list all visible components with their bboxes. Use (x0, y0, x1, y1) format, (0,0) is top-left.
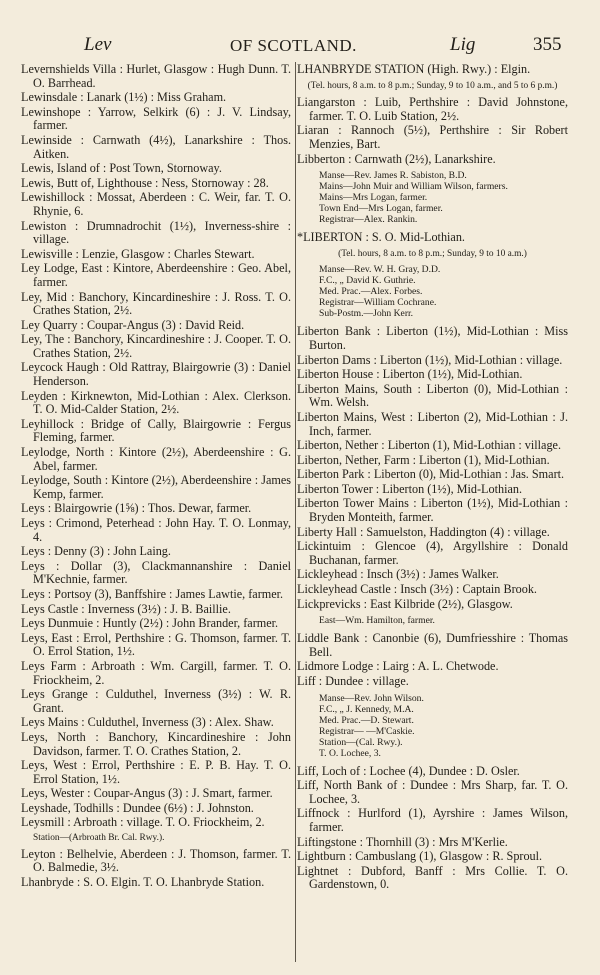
gazetteer-entry: Liberton, Nether : Liberton (1), Mid-Lothian : village. (297, 438, 561, 453)
sub-entry: Sub-Postm.—John Kerr. (319, 308, 414, 320)
gazetteer-entry: Lickprevicks : East Kilbride (2½), Glasgow. (297, 596, 513, 611)
gazetteer-entry: Leys Grange : Culduthel, Inverness (3½) : W. R. Grant. (21, 687, 291, 715)
page-number: 355 (533, 34, 562, 55)
gazetteer-entry: Leycock Haugh : Old Rattray, Blairgowrie (3) : Daniel Henderson. (21, 360, 291, 389)
gazetteer-entry: Lidmore Lodge : Lairg : A. L. Chetwode. (297, 659, 499, 674)
gazetteer-entry: Liaran : Rannoch (5½), Perthshire : Sir Robert Menzies, Bart. (297, 123, 568, 151)
gazetteer-entry: Liberty Hall : Samuelston, Haddington (4) : village. (297, 524, 550, 539)
entry-group (297, 96, 568, 166)
gazetteer-entry: Leys Dunmuie : Huntly (2½) : John Brander, farmer. (21, 616, 279, 631)
gazetteer-entry: Lewinside : Carnwath (4½), Lanarkshire : Thos. Aitken. (21, 132, 291, 161)
gazetteer-entry: Leys : Crimond, Peterhead : John Hay. T. O. Lonmay, 4. (21, 516, 291, 544)
gazetteer-entry: Liff : Dundee : village. (297, 674, 409, 688)
gazetteer-entry: Leys Castle : Inverness (3½) : J. B. Baillie. (21, 601, 231, 616)
gazetteer-entry: Lickleyhead Castle : Insch (3½) : Captain Brook. (297, 582, 537, 597)
gazetteer-entry: Lickintuim : Glencoe (4), Argyllshire : Donald Buchanan, farmer. (297, 539, 568, 567)
gazetteer-entry: Leys, West : Errol, Perthshire : E. P. B. Hay. T. O. Errol Station, 1½. (21, 758, 291, 786)
gazetteer-entry: Lewis, Butt of, Lighthouse : Ness, Stornoway : 28. (21, 175, 269, 190)
gazetteer-entry: Liberton Dams : Liberton (1½), Mid-Lothian : village. (297, 352, 563, 367)
sub-entries (319, 264, 568, 319)
sub-entry: Manse—Rev. W. H. Gray, D.D. (319, 264, 441, 276)
gazetteer-entry: Leylodge, South : Kintore (2½), Aberdeenshire : James Kemp, farmer. (21, 473, 291, 501)
gazetteer-entry: Liddle Bank : Canonbie (6), Dumfriesshire : Thomas Bell. (297, 631, 568, 659)
gazetteer-entry: Leyton : Belhelvie, Aberdeen : J. Thomson, farmer. T. O. Balmedie, 3½. (21, 846, 291, 875)
gazetteer-entry: Leys, North : Banchory, Kincardineshire : John Davidson, farmer. T. O. Crathes Station, 2. (21, 729, 291, 758)
gazetteer-entry: Lhanbryde : S. O. Elgin. T. O. Lhanbryde Station. (21, 874, 265, 889)
running-head-title: OF SCOTLAND. (230, 36, 357, 55)
gazetteer-entry: Liftingstone : Thornhill (3) : Mrs M'Kerlie. (297, 834, 508, 849)
gazetteer-entry: Liberton, Nether, Farm : Liberton (1), Mid-Lothian. (297, 452, 550, 467)
gazetteer-entry: Leysmill : Arbroath : village. T. O. Friockheim, 2. (21, 815, 265, 830)
gazetteer-entry: Leys Farm : Arbroath : Wm. Cargill, farmer. T. O. Friockheim, 2. (21, 658, 291, 687)
telegraph-hours-note: (Tel. hours, 8 a.m. to 8 p.m.; Sunday, 9 to 10 a.m.) (338, 248, 527, 259)
gazetteer-entry: Liberton Tower : Liberton (1½), Mid-Lothian. (297, 481, 523, 496)
gazetteer-entry: Lewis, Island of : Post Town, Stornoway. (21, 161, 222, 176)
sub-entries (319, 170, 568, 225)
entry-group (297, 325, 568, 611)
page-header (22, 34, 567, 56)
gazetteer-entry: Liberton Mains, South : Liberton (0), Mid-Lothian : Wm. Welsh. (297, 381, 568, 410)
gazetteer-entry: Levernshields Villa : Hurlet, Glasgow : Hugh Dunn. T. O. Barrhead. (21, 62, 291, 90)
entry-group (297, 765, 568, 892)
gazetteer-entry: Liberton Park : Liberton (0), Mid-Lothian : Jas. Smart. (297, 467, 565, 482)
gazetteer-entry: Leyshade, Todhills : Dundee (6½) : J. Johnston. (21, 800, 254, 815)
gazetteer-entry: Leys, East : Errol, Perthshire : G. Thomson, farmer. T. O. Errol Station, 1½. (21, 630, 291, 659)
gazetteer-entry: Ley, Mid : Banchory, Kincardineshire : J. Ross. T. O. Crathes Station, 2½. (21, 289, 291, 318)
sub-entry: Registrar—Alex. Rankin. (319, 214, 418, 226)
station-entry: LHANBRYDE STATION (High. Rwy.) : Elgin. (297, 62, 531, 76)
sub-entry: F.C., „ David K. Guthrie. (319, 275, 416, 287)
gazetteer-entry: Lewinsdale : Lanark (1½) : Miss Graham. (21, 90, 227, 105)
sub-entry: Med. Prac.—D. Stewart. (319, 714, 414, 726)
gazetteer-entry: Ley, The : Banchory, Kincardineshire : J. Cooper. T. O. Crathes Station, 2½. (21, 332, 291, 360)
gazetteer-entry: Lewisville : Lenzie, Glasgow : Charles Stewart. (21, 246, 255, 261)
sub-entries (319, 615, 568, 626)
gazetteer-entry: Ley Lodge, East : Kintore, Aberdeenshire : Geo. Abel, farmer. (21, 261, 291, 289)
sub-entry: Registrar—William Cochrane. (319, 297, 437, 309)
telegraph-hours-note: (Tel. hours, 8 a.m. to 8 p.m.; Sunday, 9 to 10 a.m., and 5 to 6 p.m.) (307, 80, 558, 91)
entry-group (297, 632, 568, 688)
gazetteer-entry: Liberton Mains, West : Liberton (2), Mid-Lothian : J. Inch, farmer. (297, 409, 568, 438)
column-divider (295, 62, 296, 962)
running-head-right: Lig (450, 34, 476, 55)
gazetteer-entry: Lickleyhead : Insch (3½) : James Walker. (297, 567, 499, 582)
gazetteer-entry: Lewiston : Drumnadrochit (1½), Inverness-shire : village. (21, 218, 291, 247)
gazetteer-entry: Lewishillock : Mossat, Aberdeen : C. Weir, far. T. O. Rhynie, 6. (21, 190, 291, 218)
gazetteer-entry: Liff, Loch of : Lochee (4), Dundee : D. Osler. (297, 763, 520, 778)
right-column (297, 63, 568, 893)
gazetteer-entry: Leys : Portsoy (3), Banffshire : James Lawtie, farmer. (21, 586, 284, 601)
gazetteer-entry: Liberton Tower Mains : Liberton (1½), Mid-Lothian : Bryden Monteith, farmer. (297, 496, 568, 525)
gazetteer-entry: Leyden : Kirknewton, Mid-Lothian : Alex. Clerkson. T. O. Mid-Calder Station, 2½. (21, 388, 291, 417)
gazetteer-entry: Lewinshope : Yarrow, Selkirk (6) : J. V. Lindsay, farmer. (21, 104, 291, 133)
gazetteer-entry: Libberton : Carnwath (2½), Lanarkshire. (297, 151, 496, 166)
gazetteer-entry: Liffnock : Hurlford (1), Ayrshire : James Wilson, farmer. (297, 806, 568, 834)
post-office-entry: *LIBERTON : S. O. Mid-Lothian. (297, 230, 465, 245)
sub-entry: Manse—Rev. John Wilson. (319, 692, 424, 704)
gazetteer-entry: Leys, Wester : Coupar-Angus (3) : J. Smart, farmer. (21, 786, 273, 801)
left-column (21, 63, 291, 890)
gazetteer-entry: Leys Mains : Culduthel, Inverness (3) : Alex. Shaw. (21, 715, 274, 730)
sub-entry: F.C., „ J. Kennedy, M.A. (319, 703, 414, 715)
gazetteer-entry: Liangarston : Luib, Perthshire : David Johnstone, farmer. T. O. Luib Station, 2½. (297, 95, 568, 123)
sub-entries (319, 693, 568, 759)
running-head-left: Lev (84, 34, 112, 55)
sub-entry: Registrar— —M'Caskie. (319, 725, 415, 737)
gazetteer-entry: Lightburn : Cambuslang (1), Glasgow : R. Sproul. (297, 849, 543, 864)
gazetteer-entry: Leylodge, North : Kintore (2½), Aberdeenshire : G. Abel, farmer. (21, 445, 291, 473)
station-note: Station—(Arbroath Br. Cal. Rwy.). (33, 833, 165, 844)
sub-entry: Manse—Rev. James R. Sabiston, B.D. (319, 170, 467, 182)
gazetteer-entry: Liberton Bank : Liberton (1½), Mid-Lothian : Miss Burton. (297, 324, 568, 352)
gazetteer-entry: Lightnet : Dubford, Banff : Mrs Collie. T. O. Gardenstown, 0. (297, 863, 568, 892)
sub-entry: Mains—Mrs Logan, farmer. (319, 192, 428, 204)
gazetteer-entry: Ley Quarry : Coupar-Angus (3) : David Reid. (21, 317, 245, 332)
sub-entry: Town End—Mrs Logan, farmer. (319, 203, 443, 215)
gazetteer-entry: Leys : Dollar (3), Clackmannanshire : Daniel M'Kechnie, farmer. (21, 558, 291, 587)
sub-entry: Station—(Cal. Rwy.). (319, 736, 403, 748)
sub-entry: East—Wm. Hamilton, farmer. (319, 615, 435, 627)
sub-entry: Mains—John Muir and William Wilson, farmers. (319, 181, 508, 193)
sub-entry: T. O. Lochee, 3. (319, 747, 381, 759)
gazetteer-entry: Liberton House : Liberton (1½), Mid-Lothian. (297, 367, 523, 382)
sub-entry: Med. Prac.—Alex. Forbes. (319, 286, 423, 298)
gazetteer-entry: Leys : Denny (3) : John Laing. (21, 544, 171, 559)
gazetteer-entry: Leys : Blairgowrie (1⅝) : Thos. Dewar, farmer. (21, 501, 252, 516)
gazetteer-entry: Leyhillock : Bridge of Cally, Blairgowrie : Fergus Fleming, farmer. (21, 416, 291, 445)
gazetteer-entry: Liff, North Bank of : Dundee : Mrs Sharp, far. T. O. Lochee, 3. (297, 778, 568, 806)
